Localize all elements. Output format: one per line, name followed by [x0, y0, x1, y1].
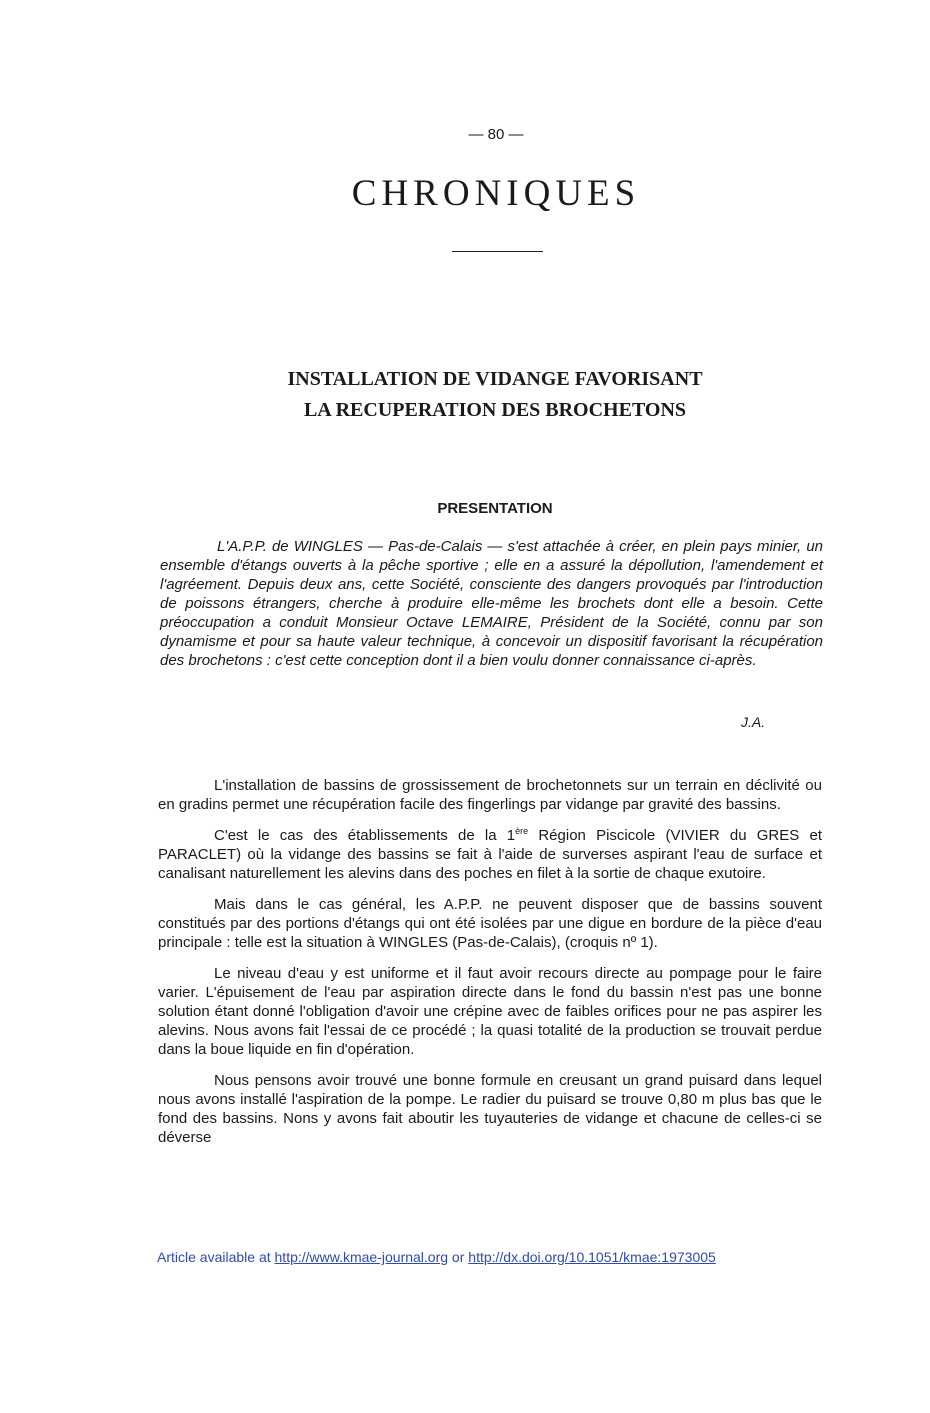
body-paragraph-2-start: C'est le cas des établissements de la 1: [214, 827, 516, 844]
body-paragraph-5: Nous pensons avoir trouvé une bonne formule en creusant un grand puisard dans lequel nous avons installé l'aspiration de la pompe. Le radier du puisard se trouve 0,80 m plus bas que le fond des bassins. Nons y avons fait aboutir les tuyauteries de vidange et chacune de celles-ci se déverse: [158, 1072, 822, 1146]
presentation-heading: PRESENTATION: [437, 500, 553, 517]
signature: J.A.: [741, 714, 766, 730]
doi-link[interactable]: http://dx.doi.org/10.1051/kmae:1973005: [468, 1249, 716, 1265]
title-rule: [452, 251, 543, 252]
article-title-line-2: LA RECUPERATION DES BROCHETONS: [303, 399, 687, 421]
article-title-line-1: INSTALLATION DE VIDANGE FAVORISANT: [287, 368, 703, 390]
article-body: [158, 776, 822, 1147]
article-title: [0, 364, 930, 426]
presentation-text: L'A.P.P. de WINGLES — Pas-de-Calais — s'est attachée à créer, en plein pays minier, un ensemble d'étangs ouverts à la pêche sportive ; elle en a assuré la dépollution, l'amendement et l'agréement. Depuis deux ans, cette Société, consciente des dangers provoqués par l'introduction de poissons étrangers, cherche à produire elle-même les brochets dont elle a besoin. Cette préoccupation a conduit Monsieur Octave LEMAIRE, Président de la Société, connu par son dynamisme et pour sa haute valeur technique, à concevoir un dispositif favorisant la récupération des brochetons : c'est cette conception dont il a bien voulu donner connaissance ci-après.: [160, 538, 823, 669]
page-number: — 80 —: [468, 126, 524, 143]
body-paragraph-2: [158, 826, 822, 883]
journal-link[interactable]: http://www.kmae-journal.org: [274, 1249, 449, 1265]
footer-middle: or: [448, 1249, 469, 1265]
body-paragraph-3: Mais dans le cas général, les A.P.P. ne peuvent disposer que de bassins souvent constitués par des portions d'étangs qui ont été isolées par une digue en bordure de la pièce d'eau principale : telle est la situation à WINGLES (Pas-de-Calais), (croquis nº 1).: [158, 896, 822, 951]
body-paragraph-1: L'installation de bassins de grossissement de brochetonnets sur un terrain en déclivité ou en gradins permet une récupération facile des fingerlings par vidange par gravité des bassins.: [158, 777, 822, 813]
body-paragraph-4: Le niveau d'eau y est uniforme et il faut avoir recours directe au pompage pour le faire varier. L'épuisement de l'eau par aspiration directe dans le fond du bassin n'est pas une bonne solution étant donné l'obligation d'avoir une crépine avec de faibles orifices pour ne pas aspirer les alevins. Nous avons fait l'essai de ce procédé ; la quasi totalité de la production se trouvait perdue dans la boue liquide en fin d'opération.: [158, 965, 822, 1058]
ordinal-superscript: ère: [515, 826, 529, 836]
article-footer: [157, 1249, 857, 1265]
body-paragraph-2-end: Région Piscicole (VIVIER du GRES et PARACLET) où la vidange des bassins se fait à l'aide de surverses aspirant l'eau de surface et canalisant naturellement les alevins dans des poches en filet à la sortie de chaque exutoire.: [158, 827, 822, 882]
section-title: CHRONIQUES: [351, 173, 641, 214]
footer-prefix: Article available at: [157, 1249, 275, 1265]
